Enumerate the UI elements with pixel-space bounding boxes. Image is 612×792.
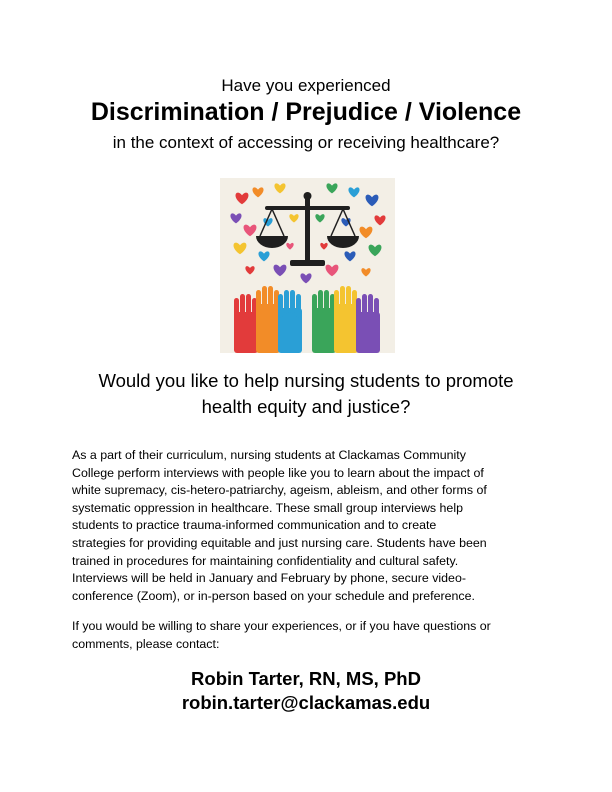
hand-icon [256,286,280,353]
paragraph-line: College perform interviews with people like you to learn about the impact of [72,465,484,480]
hand-icon [356,294,380,353]
paragraph-line: conference (Zoom), or in-person based on your schedule and preference. [72,588,475,603]
hand-icon [278,290,302,353]
question-heading [0,368,612,420]
paragraph-line: strategies for providing equitable and just nursing care. Students have been [72,535,487,550]
contact-email-link[interactable]: robin.tarter@clackamas.edu [181,692,431,713]
intro-text: Have you experienced [221,76,391,95]
paragraph-line: If you would be willing to share your experiences, or if you have questions or [72,619,491,633]
paragraph-line: white supremacy, cis-hetero-patriarchy, ageism, ableism, and other forms of [72,483,487,498]
question-line: Would you like to help nursing students to promote [98,370,514,391]
contact-name: Robin Tarter, RN, MS, PhD [191,668,421,689]
contact-prompt-paragraph [72,618,542,653]
paragraph-line: Interviews will be held in January and February by phone, secure video- [72,571,466,586]
paragraph-line: trained in procedures for maintaining confidentiality and cultural safety. [72,553,459,568]
context-text: in the context of accessing or receiving healthcare? [112,133,500,152]
hand-icon [334,286,358,353]
paragraph-line: students to practice trauma-informed communication and to create [72,518,437,533]
paragraph-line: As a part of their curriculum, nursing students at Clackamas Community [72,448,466,462]
paragraph-line: comments, please contact: [72,636,220,651]
paragraph-line: systematic oppression in healthcare. These small group interviews help [72,500,463,515]
hand-icon [234,294,258,353]
description-paragraph [72,447,542,605]
justice-scale-hands-hearts-icon [220,178,395,353]
headline: Discrimination / Prejudice / Violence [90,98,522,126]
hand-icon [312,290,336,353]
question-line: health equity and justice? [201,396,411,417]
